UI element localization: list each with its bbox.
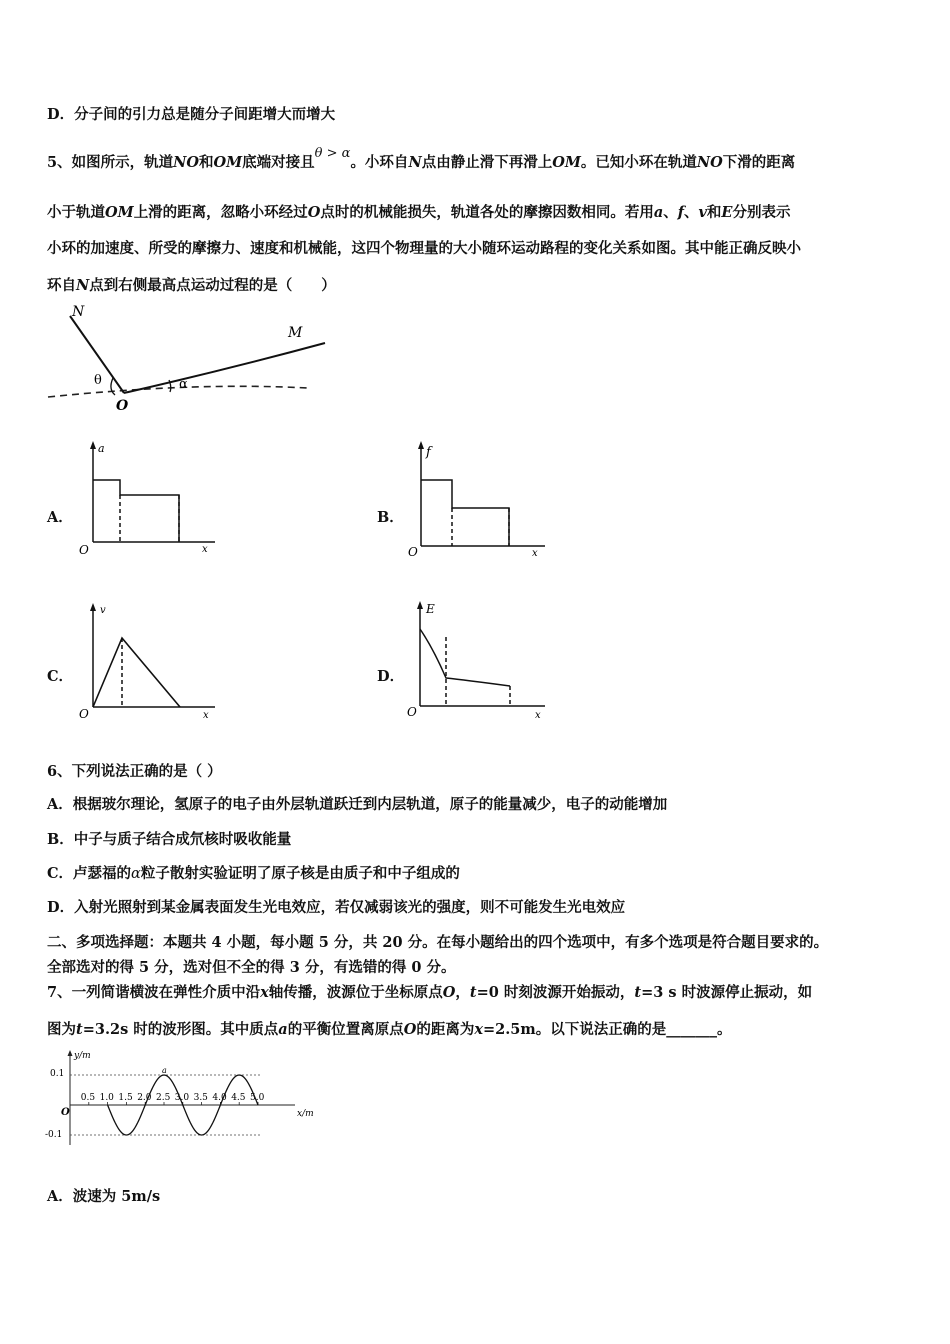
x-tick-label: 3.5 xyxy=(193,1093,208,1103)
q7-line-2: 图为t=3.2s 时的波形图。其中质点a的平衡位置离原点O的距离为x=2.5m。以下说法正确的是_______。 xyxy=(47,1021,732,1038)
origin-label: O xyxy=(407,705,417,719)
point-a-label: a xyxy=(162,1066,167,1075)
axis-label-x: x xyxy=(532,548,538,559)
x-tick-label: 1.5 xyxy=(118,1093,133,1103)
label-n: N xyxy=(72,304,85,320)
axis-label-x: x xyxy=(202,544,208,555)
x-tick-label: 0.5 xyxy=(80,1093,96,1103)
horizontal-dashed-curve xyxy=(48,386,307,397)
x-tick-label: 5.0 xyxy=(250,1093,265,1103)
section2-line-1: 二、多项选择题：本题共 4 小题，每小题 5 分，共 20 分。在每小题给出的四个选项中，有多个选项是符合题目要求的。 xyxy=(47,934,829,951)
origin-label: O xyxy=(79,543,89,557)
origin-label: O xyxy=(408,545,418,559)
wave-graph xyxy=(40,1045,330,1150)
track-om xyxy=(124,343,325,393)
q5-line-3: 小环的加速度、所受的摩擦力、速度和机械能，这四个物理量的大小随环运动路程的变化关系如图。其中能正确反映小 xyxy=(47,240,801,257)
q6-option-b: B．中子与质子结合成氘核时吸收能量 xyxy=(47,831,292,848)
label-m: M xyxy=(288,325,303,341)
x-tick-label: 1.0 xyxy=(99,1093,114,1103)
q6-option-a: A．根据玻尔理论，氢原子的电子由外层轨道跃迁到内层轨道，原子的能量减少，电子的动能增加 xyxy=(47,796,668,813)
origin-label: O xyxy=(79,707,89,721)
q5-option-a-label: A． xyxy=(47,509,73,526)
y-axis-label: y/m xyxy=(74,1051,91,1061)
axis-label-f: f xyxy=(426,445,431,460)
q5-line-1: 5、如图所示，轨道NO和OM底端对接且θ > α。小环自N点由静止滑下再滑上OM。已知小环在轨道NO下滑的距离 xyxy=(47,146,796,171)
x-tick-label: 2.5 xyxy=(156,1093,171,1103)
x-axis-label: x/m xyxy=(297,1109,314,1119)
graph-a xyxy=(75,438,225,558)
q6-option-c: C．卢瑟福的α粒子散射实验证明了原子核是由质子和中子组成的 xyxy=(47,865,460,882)
graph-d xyxy=(405,598,555,721)
q7-option-a: A．波速为 5m/s xyxy=(47,1188,161,1205)
x-tick-label: 3.0 xyxy=(174,1093,190,1103)
q5-line-2: 小于轨道OM上滑的距离，忽略小环经过O点时的机械能损失，轨道各处的摩擦因数相同。若用a、f、v和E分别表示 xyxy=(47,204,791,221)
track-figure xyxy=(45,300,345,415)
q5-line-4: 环自N点到右侧最高点运动过程的是（ ） xyxy=(47,277,336,294)
y-tick-label: -0.1 xyxy=(45,1130,63,1140)
x-tick-label: 2.0 xyxy=(137,1093,152,1103)
section2-line-2: 全部选对的得 5 分，选对但不全的得 3 分，有选错的得 0 分。 xyxy=(47,959,456,976)
x-tick-label: 4.0 xyxy=(212,1093,227,1103)
q5-option-d-label: D． xyxy=(377,668,405,685)
axis-label-x: x xyxy=(535,710,541,721)
q5-option-c-label: C． xyxy=(47,668,74,685)
label-theta: θ xyxy=(94,373,102,388)
x-tick-label: 4.5 xyxy=(231,1093,246,1103)
condition-formula: θ > α xyxy=(314,146,351,161)
axis-label-x: x xyxy=(203,710,209,721)
graph-b xyxy=(405,438,555,558)
axis-label-e: E xyxy=(426,602,435,616)
label-o: O xyxy=(116,398,129,414)
axis-label-a: a xyxy=(98,442,105,455)
q6-option-d: D．入射光照射到某金属表面发生光电效应，若仅减弱该光的强度，则不可能发生光电效应 xyxy=(47,899,626,916)
q6-stem: 6、下列说法正确的是（ ） xyxy=(47,763,222,780)
q5-option-b-label: B． xyxy=(377,509,404,526)
q4-option-d: D．分子间的引力总是随分子间距增大而增大 xyxy=(47,106,336,123)
y-tick-label: 0.1 xyxy=(50,1069,65,1079)
q7-line-1: 7、一列简谐横波在弹性介质中沿x轴传播，波源位于坐标原点O，t=0 时刻波源开始振动，t=3 s 时波源停止振动，如 xyxy=(47,984,813,1001)
axis-label-v: v xyxy=(100,605,106,616)
label-alpha: α xyxy=(179,377,188,392)
graph-c xyxy=(75,598,225,721)
origin-label: O xyxy=(61,1107,70,1118)
